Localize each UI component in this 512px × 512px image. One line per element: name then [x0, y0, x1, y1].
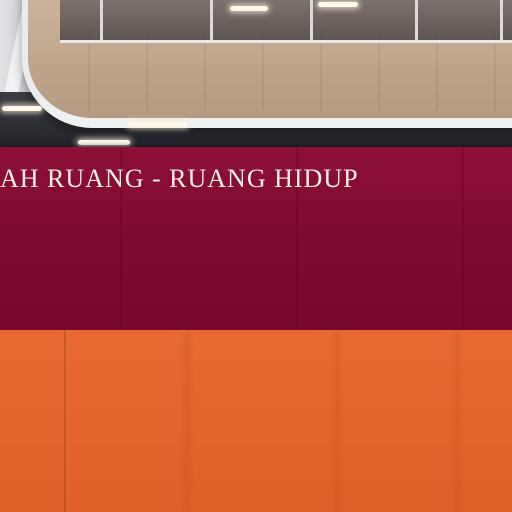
railing-post [500, 0, 503, 40]
cloth-wrinkle [330, 330, 344, 512]
ceiling-light [230, 6, 268, 11]
banner-fold [462, 147, 464, 331]
ceiling-light [128, 122, 188, 127]
cloth-wrinkle [180, 330, 194, 512]
railing-post [310, 0, 313, 40]
glass-railing [60, 0, 512, 43]
railing-post [210, 0, 213, 40]
ceiling-light [78, 140, 130, 145]
railing-post [100, 0, 103, 40]
orange-cloth [0, 330, 512, 512]
cloth-seam [64, 330, 68, 512]
banner-text: AH RUANG - RUANG HIDUP [0, 164, 359, 193]
ceiling-light [2, 106, 42, 111]
ceiling-light [318, 2, 358, 7]
ceiling-background [0, 0, 512, 150]
railing-post [415, 0, 418, 40]
cloth-wrinkle [450, 330, 464, 512]
